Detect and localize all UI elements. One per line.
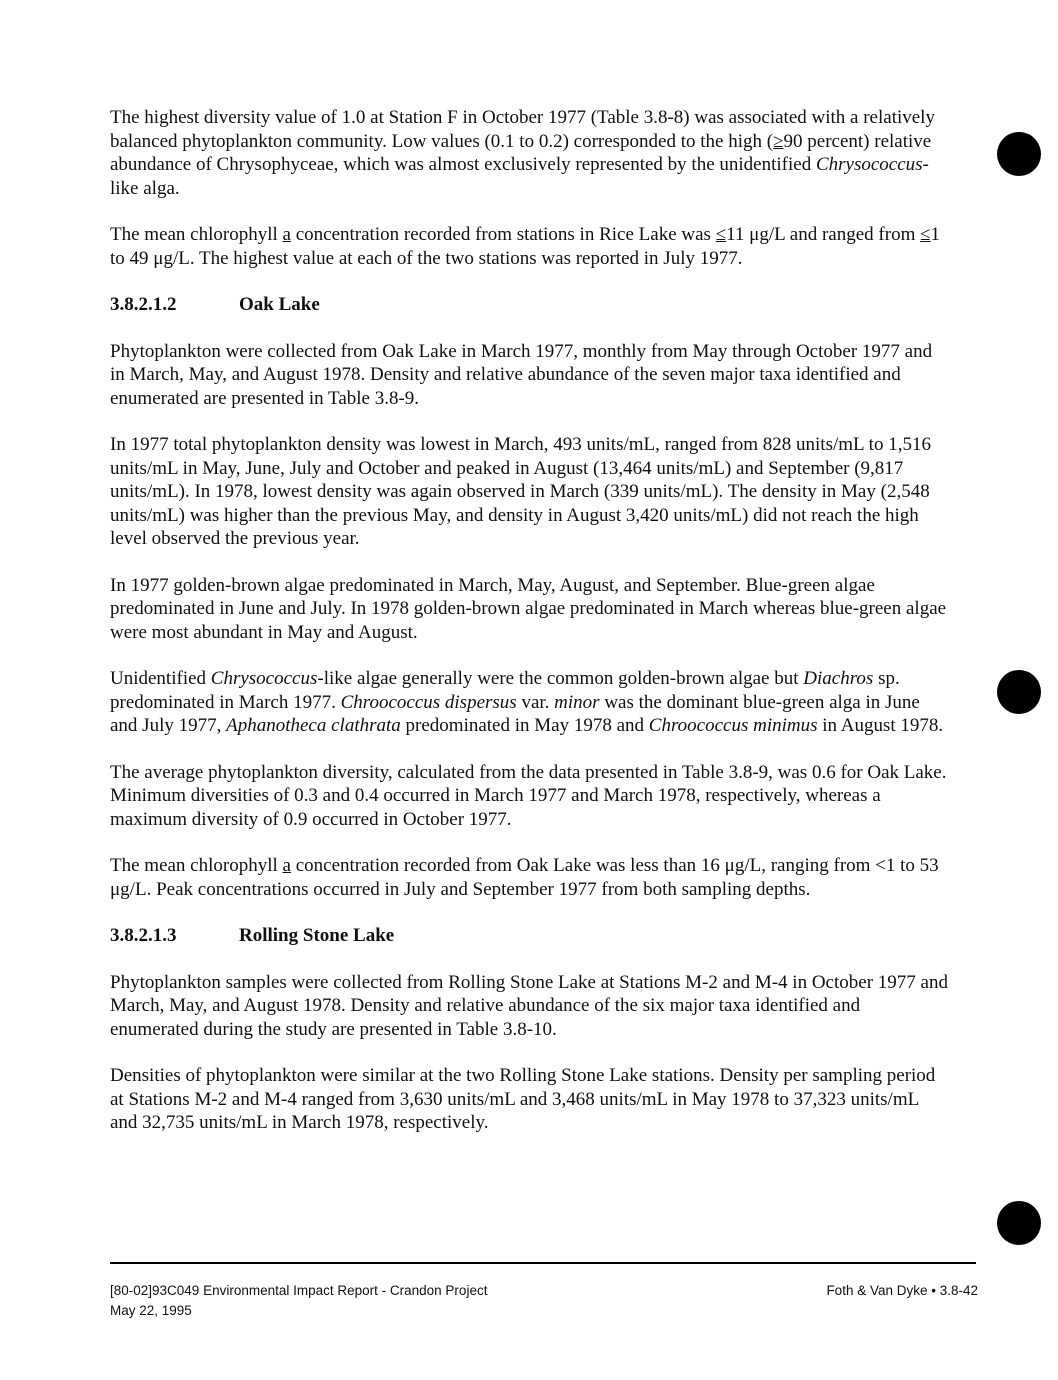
- text-run: ≤: [920, 224, 931, 245]
- text-run: Chroococcus dispersus: [340, 691, 517, 713]
- text-run: Diachros: [803, 668, 874, 689]
- text-run: Densities of phytoplankton were similar at the two Rolling Stone Lake stations. Density per sampling period at Stations M-2 and M-4 ranged from 3,630 units/mL and 3,468 units/mL in May 1978 to 37,323 units/mL and 32,735 units/mL in March 1978, respectively.: [110, 1065, 936, 1133]
- page-footer: [110, 1281, 978, 1321]
- footer-page-number: Foth & Van Dyke • 3.8-42: [826, 1283, 978, 1298]
- text-run: ≥: [773, 130, 784, 152]
- text-run: var.: [516, 691, 555, 713]
- text-run: Aphanotheca clathrata: [226, 715, 401, 736]
- section-number: 3.8.2.1.3: [110, 925, 177, 946]
- footer-document-id: [80-02]93C049 Environmental Impact Report - Crandon Project: [110, 1283, 488, 1298]
- text-run: In 1977 golden-brown algae predominated in March, May, August, and September. Blue-green algae predominated in June and July. In 1978 golden-brown algae predominated in March whereas blue-green algae were most abundant in May and August.: [110, 574, 947, 643]
- section-heading-rolling-stone-lake: [110, 924, 950, 948]
- text-run: Phytoplankton were collected from Oak Lake in March 1977, monthly from May through October 1977 and in March, May, and August 1978. Density and relative abundance of the seven major taxa identified and enumerated are presented in Table 3.8-9.: [110, 340, 933, 409]
- text-run: Phytoplankton samples were collected from Rolling Stone Lake at Stations M-2 and M-4 in October 1977 and March, May, and August 1978. Density and relative abundance of the six major taxa identified and enumerated during the study are presented in Table 3.8-10.: [110, 971, 948, 1040]
- text-run: The average phytoplankton diversity, calculated from the data presented in Table 3.8-9, was 0.6 for Oak Lake. Minimum diversities of 0.3 and 0.4 occurred in March 1977 and March 1978, respectively, whereas a maximum diversity of 0.9 occurred in October 1977.: [110, 761, 947, 830]
- text-run: -like alga.: [110, 154, 929, 199]
- text-run: was the dominant blue-green alga in June and July 1977,: [110, 691, 920, 736]
- footer-divider: [110, 1262, 976, 1264]
- text-run: 90 percent) relative abundance of Chrysophyceae, which was almost exclusively represented by the unidentified: [110, 130, 932, 175]
- paragraph-oak-lake-taxa: [110, 667, 950, 738]
- paragraph-rice-lake-chlorophyll: [110, 223, 950, 270]
- paragraph-rolling-stone-collection: [110, 971, 950, 1042]
- text-run: The highest diversity value of 1.0 at Station F in October 1977 (Table 3.8-8) was associated with a relatively balanced phytoplankton community. Low values (0.1 to 0.2) corresponded to the high (: [110, 107, 935, 152]
- text-run: Chrysococcus: [815, 154, 923, 175]
- text-run: The mean chlorophyll: [110, 855, 283, 876]
- paragraph-rice-lake-diversity: [110, 106, 950, 200]
- footer-date: May 22, 1995: [110, 1303, 192, 1318]
- binder-hole-middle: [997, 670, 1041, 714]
- text-run: 11 μg/L and ranged from: [726, 224, 921, 245]
- section-title: Oak Lake: [239, 294, 320, 315]
- text-run: sp. predominated in March 1977.: [110, 668, 900, 713]
- paragraph-oak-lake-predominance: [110, 574, 950, 645]
- text-run: Chrysococcus: [210, 668, 318, 689]
- document-body: [110, 106, 950, 1158]
- text-run: a: [282, 224, 291, 245]
- section-title: Rolling Stone Lake: [239, 925, 395, 946]
- text-run: Unidentified: [110, 668, 211, 689]
- paragraph-oak-lake-collection: [110, 340, 950, 411]
- text-run: concentration recorded from Oak Lake was less than 16 μg/L, ranging from <1 to 53 μg/L. Peak concentrations occurred in July and September 1977 from both sampling depths.: [110, 855, 939, 900]
- text-run: in August 1978.: [817, 715, 944, 736]
- paragraph-oak-lake-chlorophyll: [110, 854, 950, 901]
- section-number: 3.8.2.1.2: [110, 294, 177, 315]
- text-run: In 1977 total phytoplankton density was lowest in March, 493 units/mL, ranged from 828 units/mL to 1,516 units/mL in May, June, July and October and peaked in August (13,464 units/mL) and September (9,817 units/mL). In 1978, lowest density was again observed in March (339 units/mL). The density in May (2,548 units/mL) was higher than the previous May, and density in August 3,420 units/mL) did not reach the high level observed the previous year.: [110, 434, 931, 549]
- paragraph-rolling-stone-density: [110, 1064, 950, 1135]
- text-run: ≤: [715, 224, 727, 245]
- text-run: a: [282, 855, 291, 876]
- section-heading-oak-lake: [110, 293, 950, 317]
- text-run: predominated in May 1978 and: [400, 715, 649, 736]
- text-run: The mean chlorophyll: [110, 224, 283, 245]
- binder-hole-top: [997, 132, 1041, 176]
- paragraph-oak-lake-diversity: [110, 761, 950, 832]
- text-run: minor: [554, 691, 600, 713]
- text-run: concentration recorded from stations in Rice Lake was: [290, 224, 716, 245]
- text-run: -like algae generally were the common golden-brown algae but: [317, 668, 804, 689]
- text-run: 1 to 49 μg/L. The highest value at each of the two stations was reported in July 1977.: [110, 224, 941, 269]
- text-run: Chroococcus minimus: [648, 715, 818, 736]
- paragraph-oak-lake-density: [110, 433, 950, 551]
- binder-hole-bottom: [997, 1201, 1041, 1245]
